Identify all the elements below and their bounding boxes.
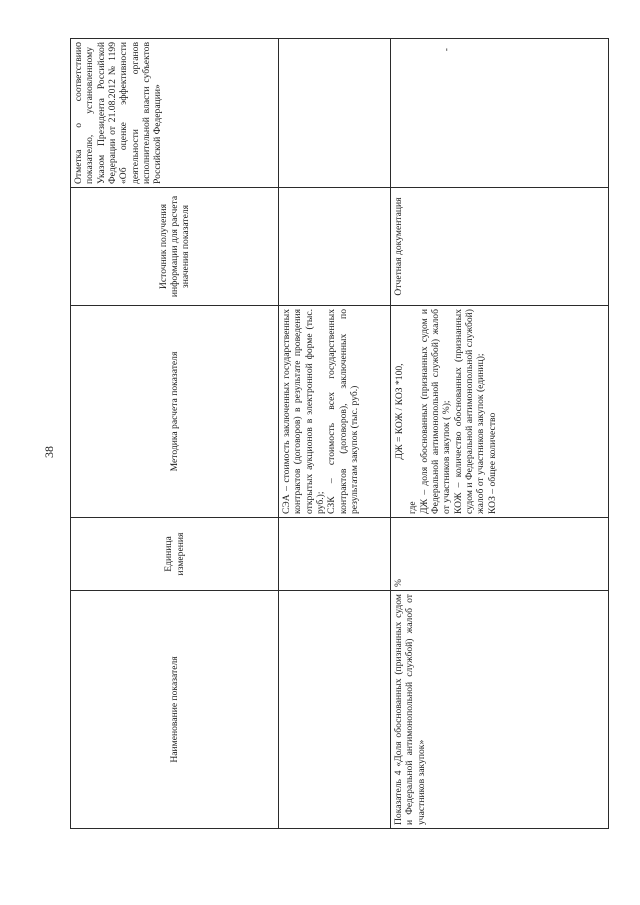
row4-mark: - xyxy=(441,48,452,52)
header-mark-text: Отметка о соответствии показателю, установленному Указом Президента Российской Федерации от 21.08.2012 № 1199 «Об оценке эффективности деятельности органов исполнительной власти субъектов Российской Федерации» xyxy=(73,42,164,184)
row4-name: Показатель 4 «Доля обоснованных (признанных судом и Федеральной антимонопольной службой) жалоб от участников закупок» xyxy=(391,591,609,829)
row4-method-cell xyxy=(391,306,609,518)
header-mark xyxy=(71,39,279,188)
cont-name-cell xyxy=(279,591,391,829)
page-number: 38 xyxy=(42,446,56,458)
cont-method-cell xyxy=(279,306,391,518)
row4-def-kozh: КОЖ – количество обоснованных (признанных судом и Федеральной антимонопольной службой) жалоб от участников закупок (единиц); xyxy=(452,309,487,514)
row4-where: где xyxy=(407,501,419,514)
row4-def-koz: КОЗ – общее количество xyxy=(486,412,498,514)
header-unit: Единица измерения xyxy=(71,518,279,591)
method-line-sea: СЭА – стоимость заключенных государственных контрактов (договоров) в результате проведения открытых аукционов в электронной форме (тыс. руб.); xyxy=(281,309,326,514)
row4-def-dzh: ДЖ – доля обоснованных (признанных судом и Федеральной антимонопольной службой) жалоб от участников закупок ( %); xyxy=(418,309,453,514)
row4-unit: % xyxy=(391,518,609,591)
header-source: Источник получения информации для расчета значения показателя xyxy=(71,188,279,306)
header-row xyxy=(71,39,279,829)
indicators-table xyxy=(70,38,609,829)
rotated-table-page xyxy=(70,39,608,829)
method-line-szk: СЗК – стоимость всех государственных контрактов (договоров), заключенных по результатам закупок (тыс. руб.) xyxy=(326,309,360,514)
header-method: Методика расчета показателя xyxy=(71,306,279,518)
row4-formula: ДЖ = КОЖ / КОЗ *100, xyxy=(394,363,405,460)
row4-mark-cell xyxy=(391,39,609,188)
cont-unit-cell xyxy=(279,518,391,591)
header-mark-o: о xyxy=(73,42,84,47)
cont-source-cell xyxy=(279,188,391,306)
header-name: Наименование показателя xyxy=(71,591,279,829)
cont-mark-cell xyxy=(279,39,391,188)
row4-source: Отчетная документация xyxy=(391,188,609,306)
table-row xyxy=(391,39,609,829)
table-row xyxy=(279,39,391,829)
